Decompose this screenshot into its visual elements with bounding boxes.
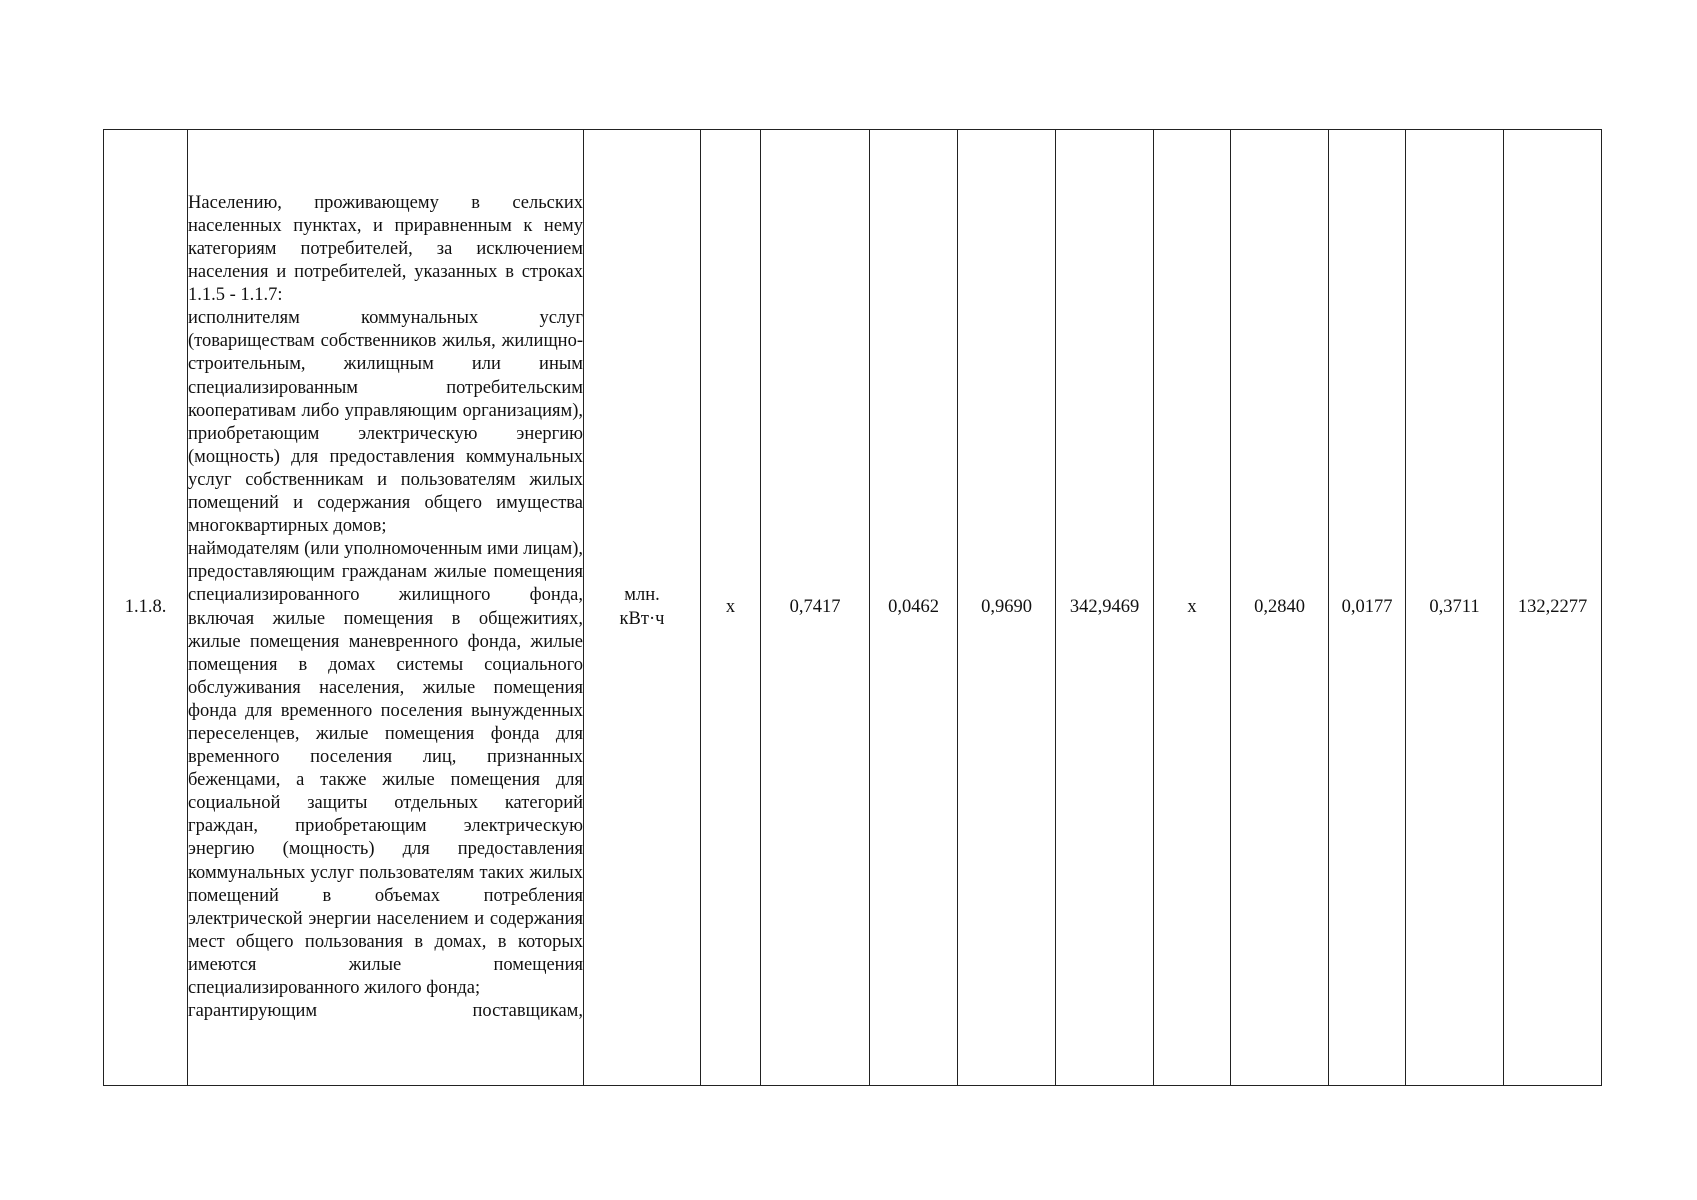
value-cell: 0,0462 bbox=[870, 130, 958, 1086]
table-row bbox=[104, 130, 1602, 1086]
description-paragraph: Населению, проживающему в сельских населенных пунктах, и приравненным к нему категориям потребителей, за исключением населения и потребителей, указанных в строках 1.1.5 - 1.1.7: bbox=[188, 192, 583, 306]
row-number: 1.1.8. bbox=[104, 130, 188, 1086]
description-paragraph: исполнителям коммунальных услуг (товариществам собственников жилья, жилищно-строительным, жилищным или иным специализированным потребительским кооперативам либо управляющим организациям), приобретающим электрическую энергию (мощность) для предоставления коммунальных услуг собственникам и пользователям жилых помещений и содержания общего имущества многоквартирных домов; bbox=[188, 308, 583, 537]
description-paragraph: гарантирующим поставщикам, bbox=[188, 1001, 583, 1022]
value-cell: x bbox=[1154, 130, 1231, 1086]
value-cell: 0,9690 bbox=[958, 130, 1056, 1086]
unit-line: кВт·ч bbox=[619, 608, 665, 629]
unit-line: млн. bbox=[624, 585, 660, 606]
unit-cell bbox=[584, 130, 701, 1086]
value-cell: 0,7417 bbox=[761, 130, 870, 1086]
tariff-table bbox=[103, 129, 1602, 1086]
value-cell: 0,2840 bbox=[1231, 130, 1329, 1086]
value-cell: 0,0177 bbox=[1329, 130, 1406, 1086]
value-cell: 342,9469 bbox=[1056, 130, 1154, 1086]
value-cell: 0,3711 bbox=[1406, 130, 1504, 1086]
description-paragraph: наймодателям (или уполномоченным ими лицам), предоставляющим гражданам жилые помещения специализированного жилищного фонда, включая жилые помещения в общежитиях, жилые помещения маневренного фонда, жилые помещения в домах системы социального обслуживания населения, жилые помещения фонда для временного поселения вынужденных переселенцев, жилые помещения фонда для временного поселения лиц, признанных беженцами, а также жилые помещения для социальной защиты отдельных категорий граждан, приобретающим электрическую энергию (мощность) для предоставления коммунальных услуг пользователям таких жилых помещений в объемах потребления электрической энергии населением и содержания мест общего пользования в домах, в которых имеются жилые помещения специализированного жилого фонда; bbox=[188, 539, 583, 998]
row-description bbox=[188, 130, 584, 1086]
value-cell: x bbox=[701, 130, 761, 1086]
value-cell: 132,2277 bbox=[1504, 130, 1602, 1086]
